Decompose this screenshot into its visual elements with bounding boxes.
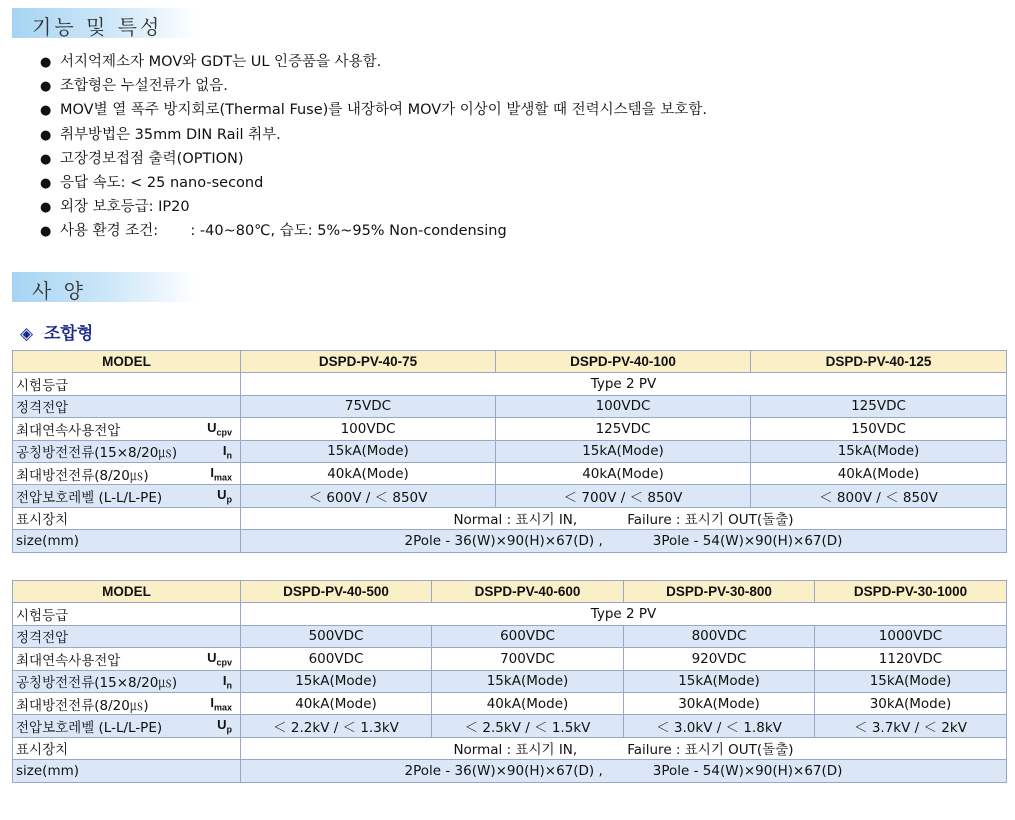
section-title: 기능 및 특성 [32, 15, 163, 39]
table-cell: 100VDC [496, 395, 751, 417]
table-cell: ＜ 600V / ＜ 850V [241, 485, 496, 507]
display-normal: Normal : 표시기 IN, [453, 742, 578, 759]
table-cell: 15kA(Mode) [432, 670, 624, 692]
table-cell: ＜ 700V / ＜ 850V [496, 485, 751, 507]
header-cell: DSPD-PV-40-500 [241, 581, 432, 603]
spec-table-1 [12, 350, 1007, 553]
table-cell: 150VDC [751, 418, 1007, 440]
table-cell: 30kA(Mode) [624, 692, 815, 714]
feature-text: 서지억제소자 MOV와 GDT는 UL 인증품을 사용함. [60, 54, 382, 70]
table-cell: 15kA(Mode) [624, 670, 815, 692]
list-item [40, 219, 707, 243]
table-row [13, 603, 1007, 625]
table-cell: 15kA(Mode) [241, 670, 432, 692]
feature-text: 응답 속도: < 25 nano-second [60, 174, 264, 191]
table-row [13, 670, 1007, 692]
header-cell: DSPD-PV-30-1000 [815, 581, 1007, 603]
table-cell: ＜ 2.5kV / ＜ 1.5kV [432, 715, 624, 737]
row-label: 전압보호레벨 (L-L/L-PE) [16, 490, 163, 507]
table-cell: Type 2 PV [241, 373, 1007, 395]
list-item [40, 98, 707, 122]
bullet-icon: ● [40, 200, 52, 216]
table-cell: 40kA(Mode) [241, 692, 432, 714]
list-item [40, 123, 707, 147]
table-cell: 100VDC [241, 418, 496, 440]
size-2pole: 2Pole - 36(W)×90(H)×67(D) , [404, 532, 603, 549]
table-cell: 500VDC [241, 625, 432, 647]
row-label: 최대방전전류(8/20㎲) [16, 697, 149, 714]
table-row [13, 530, 1007, 552]
table-row [13, 373, 1007, 395]
table-cell: 700VDC [432, 648, 624, 670]
table-cell: 920VDC [624, 648, 815, 670]
table-cell-display [241, 507, 1007, 529]
table-header-row [13, 581, 1007, 603]
table-row [13, 692, 1007, 714]
table-cell: 125VDC [496, 418, 751, 440]
row-label: 전압보호레벨 (L-L/L-PE) [16, 720, 163, 737]
header-cell: DSPD-PV-40-100 [496, 351, 751, 373]
bullet-icon: ● [40, 79, 52, 95]
row-label: size(mm) [13, 760, 241, 782]
symbol-ucpv: $U_{cpv}$ [207, 650, 232, 668]
row-label: 표시장치 [13, 737, 241, 759]
table-cell: 15kA(Mode) [751, 440, 1007, 462]
header-cell: MODEL [13, 581, 241, 603]
feature-text: 취부방법은 35mm DIN Rail 취부. [60, 126, 281, 143]
list-item [40, 195, 707, 219]
row-label: 최대연속사용전압 [16, 652, 121, 669]
table-row [13, 440, 1007, 462]
header-cell: DSPD-PV-40-75 [241, 351, 496, 373]
bullet-icon: ● [40, 151, 52, 167]
row-label: 공칭방전전류(15×8/20㎲) [16, 445, 178, 462]
diamond-icon: ◈ [20, 324, 34, 344]
table-cell: 40kA(Mode) [241, 462, 496, 484]
table-cell: ＜ 3.7kV / ＜ 2kV [815, 715, 1007, 737]
section-header-features [12, 8, 197, 38]
table-cell: 40kA(Mode) [432, 692, 624, 714]
symbol-ucpv: $U_{cpv}$ [207, 420, 232, 438]
row-label-cell [13, 648, 241, 670]
feature-text: MOV별 열 폭주 방지회로(Thermal Fuse)를 내장하여 MOV가 이상이 발생할 때 전력시스템을 보호함. [60, 102, 707, 119]
row-label: 공칭방전전류(15×8/20㎲) [16, 675, 178, 692]
row-label-cell [13, 485, 241, 507]
symbol-up: $U_p$ [217, 717, 232, 735]
table-cell: 1000VDC [815, 625, 1007, 647]
feature-text: 조합형은 누설전류가 없음. [60, 78, 228, 95]
row-label-cell [13, 462, 241, 484]
table-row [13, 462, 1007, 484]
bullet-icon: ● [40, 175, 52, 191]
table-cell: Type 2 PV [241, 603, 1007, 625]
table-cell-size [241, 760, 1007, 782]
table-cell: ＜ 3.0kV / ＜ 1.8kV [624, 715, 815, 737]
table-cell: 30kA(Mode) [815, 692, 1007, 714]
table-row [13, 418, 1007, 440]
bullet-icon: ● [40, 103, 52, 119]
table-header-row [13, 351, 1007, 373]
header-cell: MODEL [13, 351, 241, 373]
list-item [40, 171, 707, 195]
row-label: 최대방전전류(8/20㎲) [16, 467, 149, 484]
table-row [13, 648, 1007, 670]
symbol-in: $I_n$ [222, 672, 232, 691]
size-2pole: 2Pole - 36(W)×90(H)×67(D) , [404, 762, 603, 779]
symbol-up: $U_p$ [217, 487, 232, 505]
feature-text: 외장 보호등급: IP20 [60, 199, 190, 216]
list-item [40, 50, 707, 74]
symbol-imax: $I_{max}$ [210, 464, 232, 483]
table-cell-display [241, 737, 1007, 759]
feature-text: 고장경보접점 출력(OPTION) [60, 150, 244, 167]
list-item [40, 74, 707, 98]
table-cell: 40kA(Mode) [751, 462, 1007, 484]
row-label: 시험등급 [13, 373, 241, 395]
row-label-cell [13, 440, 241, 462]
table-cell: 15kA(Mode) [241, 440, 496, 462]
symbol-imax: $I_{max}$ [210, 694, 232, 713]
table-cell: 800VDC [624, 625, 815, 647]
row-label: 정격전압 [13, 395, 241, 417]
table-cell: ＜ 800V / ＜ 850V [751, 485, 1007, 507]
table-cell: 600VDC [432, 625, 624, 647]
table-row [13, 737, 1007, 759]
symbol-in: $I_n$ [222, 442, 232, 461]
size-3pole: 3Pole - 54(W)×90(H)×67(D) [652, 532, 843, 549]
table-cell: 1120VDC [815, 648, 1007, 670]
spec-table-2 [12, 580, 1007, 783]
display-failure: Failure : 표시기 OUT(돌출) [627, 512, 794, 529]
table-cell: 15kA(Mode) [496, 440, 751, 462]
row-label: 시험등급 [13, 603, 241, 625]
table-cell: 600VDC [241, 648, 432, 670]
bullet-icon: ● [40, 55, 52, 70]
subtitle [20, 319, 93, 344]
row-label-cell [13, 670, 241, 692]
table-cell: ＜ 2.2kV / ＜ 1.3kV [241, 715, 432, 737]
bullet-icon: ● [40, 224, 52, 240]
table-row [13, 507, 1007, 529]
table-cell: 125VDC [751, 395, 1007, 417]
feature-list [40, 50, 707, 244]
table-row [13, 625, 1007, 647]
header-cell: DSPD-PV-40-125 [751, 351, 1007, 373]
row-label: 정격전압 [13, 625, 241, 647]
size-3pole: 3Pole - 54(W)×90(H)×67(D) [652, 762, 843, 779]
table-row [13, 760, 1007, 782]
header-cell: DSPD-PV-30-800 [624, 581, 815, 603]
feature-text: 사용 환경 조건: : -40~80℃, 습도: 5%~95% Non-condensing [60, 223, 507, 240]
subtitle-text: 조합형 [44, 324, 94, 344]
display-failure: Failure : 표시기 OUT(돌출) [627, 742, 794, 759]
table-row [13, 485, 1007, 507]
row-label: size(mm) [13, 530, 241, 552]
table-cell: 40kA(Mode) [496, 462, 751, 484]
table-cell: 75VDC [241, 395, 496, 417]
row-label-cell [13, 715, 241, 737]
row-label-cell [13, 692, 241, 714]
row-label: 최대연속사용전압 [16, 422, 121, 439]
section-title: 사 양 [32, 279, 86, 303]
row-label-cell [13, 418, 241, 440]
table-row [13, 395, 1007, 417]
row-label: 표시장치 [13, 507, 241, 529]
section-header-spec [12, 272, 197, 302]
display-normal: Normal : 표시기 IN, [453, 512, 578, 529]
header-cell: DSPD-PV-40-600 [432, 581, 624, 603]
table-row [13, 715, 1007, 737]
list-item [40, 147, 707, 171]
bullet-icon: ● [40, 127, 52, 143]
table-cell: 15kA(Mode) [815, 670, 1007, 692]
table-cell-size [241, 530, 1007, 552]
